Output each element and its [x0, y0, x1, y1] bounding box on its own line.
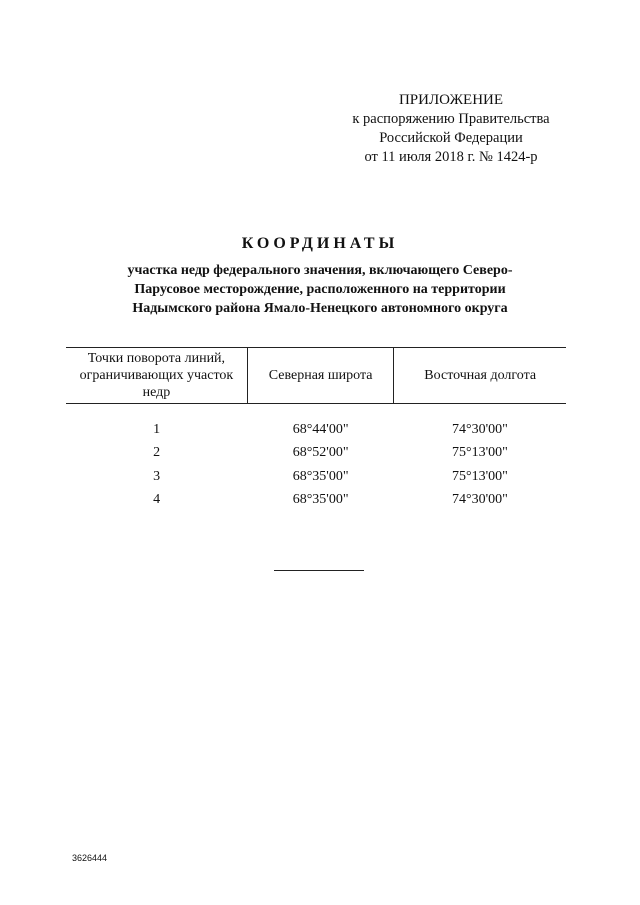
cell-point: 1 — [153, 421, 161, 437]
cell-latitude: 68°44'00" — [292, 421, 349, 437]
table-row — [66, 489, 566, 513]
cell-longitude: 74°30'00" — [452, 492, 508, 508]
header-turning-points: Точки поворота линий, ограничивающих участок недр — [66, 348, 247, 404]
appendix-line-decree: к распоряжению Правительства — [352, 111, 550, 127]
table-row — [66, 442, 566, 466]
subtitle-line-1: участка недр федерального значения, включающего Северо- — [127, 263, 513, 278]
header-north-latitude: Северная широта — [247, 348, 394, 404]
cell-longitude: 75°13'00" — [452, 445, 508, 461]
coordinates-table — [66, 347, 566, 512]
appendix-line-date-number: от 11 июля 2018 г. № 1424-р — [364, 149, 538, 165]
cell-latitude: 68°35'00" — [292, 492, 349, 508]
table-header-row — [66, 348, 566, 404]
appendix-heading: ПРИЛОЖЕНИЕ — [398, 92, 504, 108]
subtitle-line-3: Надымского района Ямало-Ненецкого автономного округа — [132, 301, 508, 316]
header-east-longitude: Восточная долгота — [394, 348, 566, 404]
cell-longitude: 74°30'00" — [452, 421, 508, 437]
cell-latitude: 68°35'00" — [292, 468, 349, 484]
appendix-block — [320, 91, 582, 167]
subtitle-line-2: Парусовое месторождение, расположенного на территории — [134, 282, 506, 297]
cell-point: 4 — [153, 492, 161, 508]
document-code: 3626444 — [72, 853, 108, 863]
cell-longitude: 75°13'00" — [452, 468, 508, 484]
cell-latitude: 68°52'00" — [292, 445, 349, 461]
document-subtitle — [100, 261, 540, 318]
cell-point: 2 — [153, 445, 161, 461]
appendix-line-government: Российской Федерации — [379, 130, 523, 146]
document-title: КООРДИНАТЫ — [241, 235, 399, 252]
end-divider — [274, 570, 364, 571]
table-row — [66, 404, 566, 442]
table-row — [66, 465, 566, 489]
cell-point: 3 — [153, 468, 161, 484]
